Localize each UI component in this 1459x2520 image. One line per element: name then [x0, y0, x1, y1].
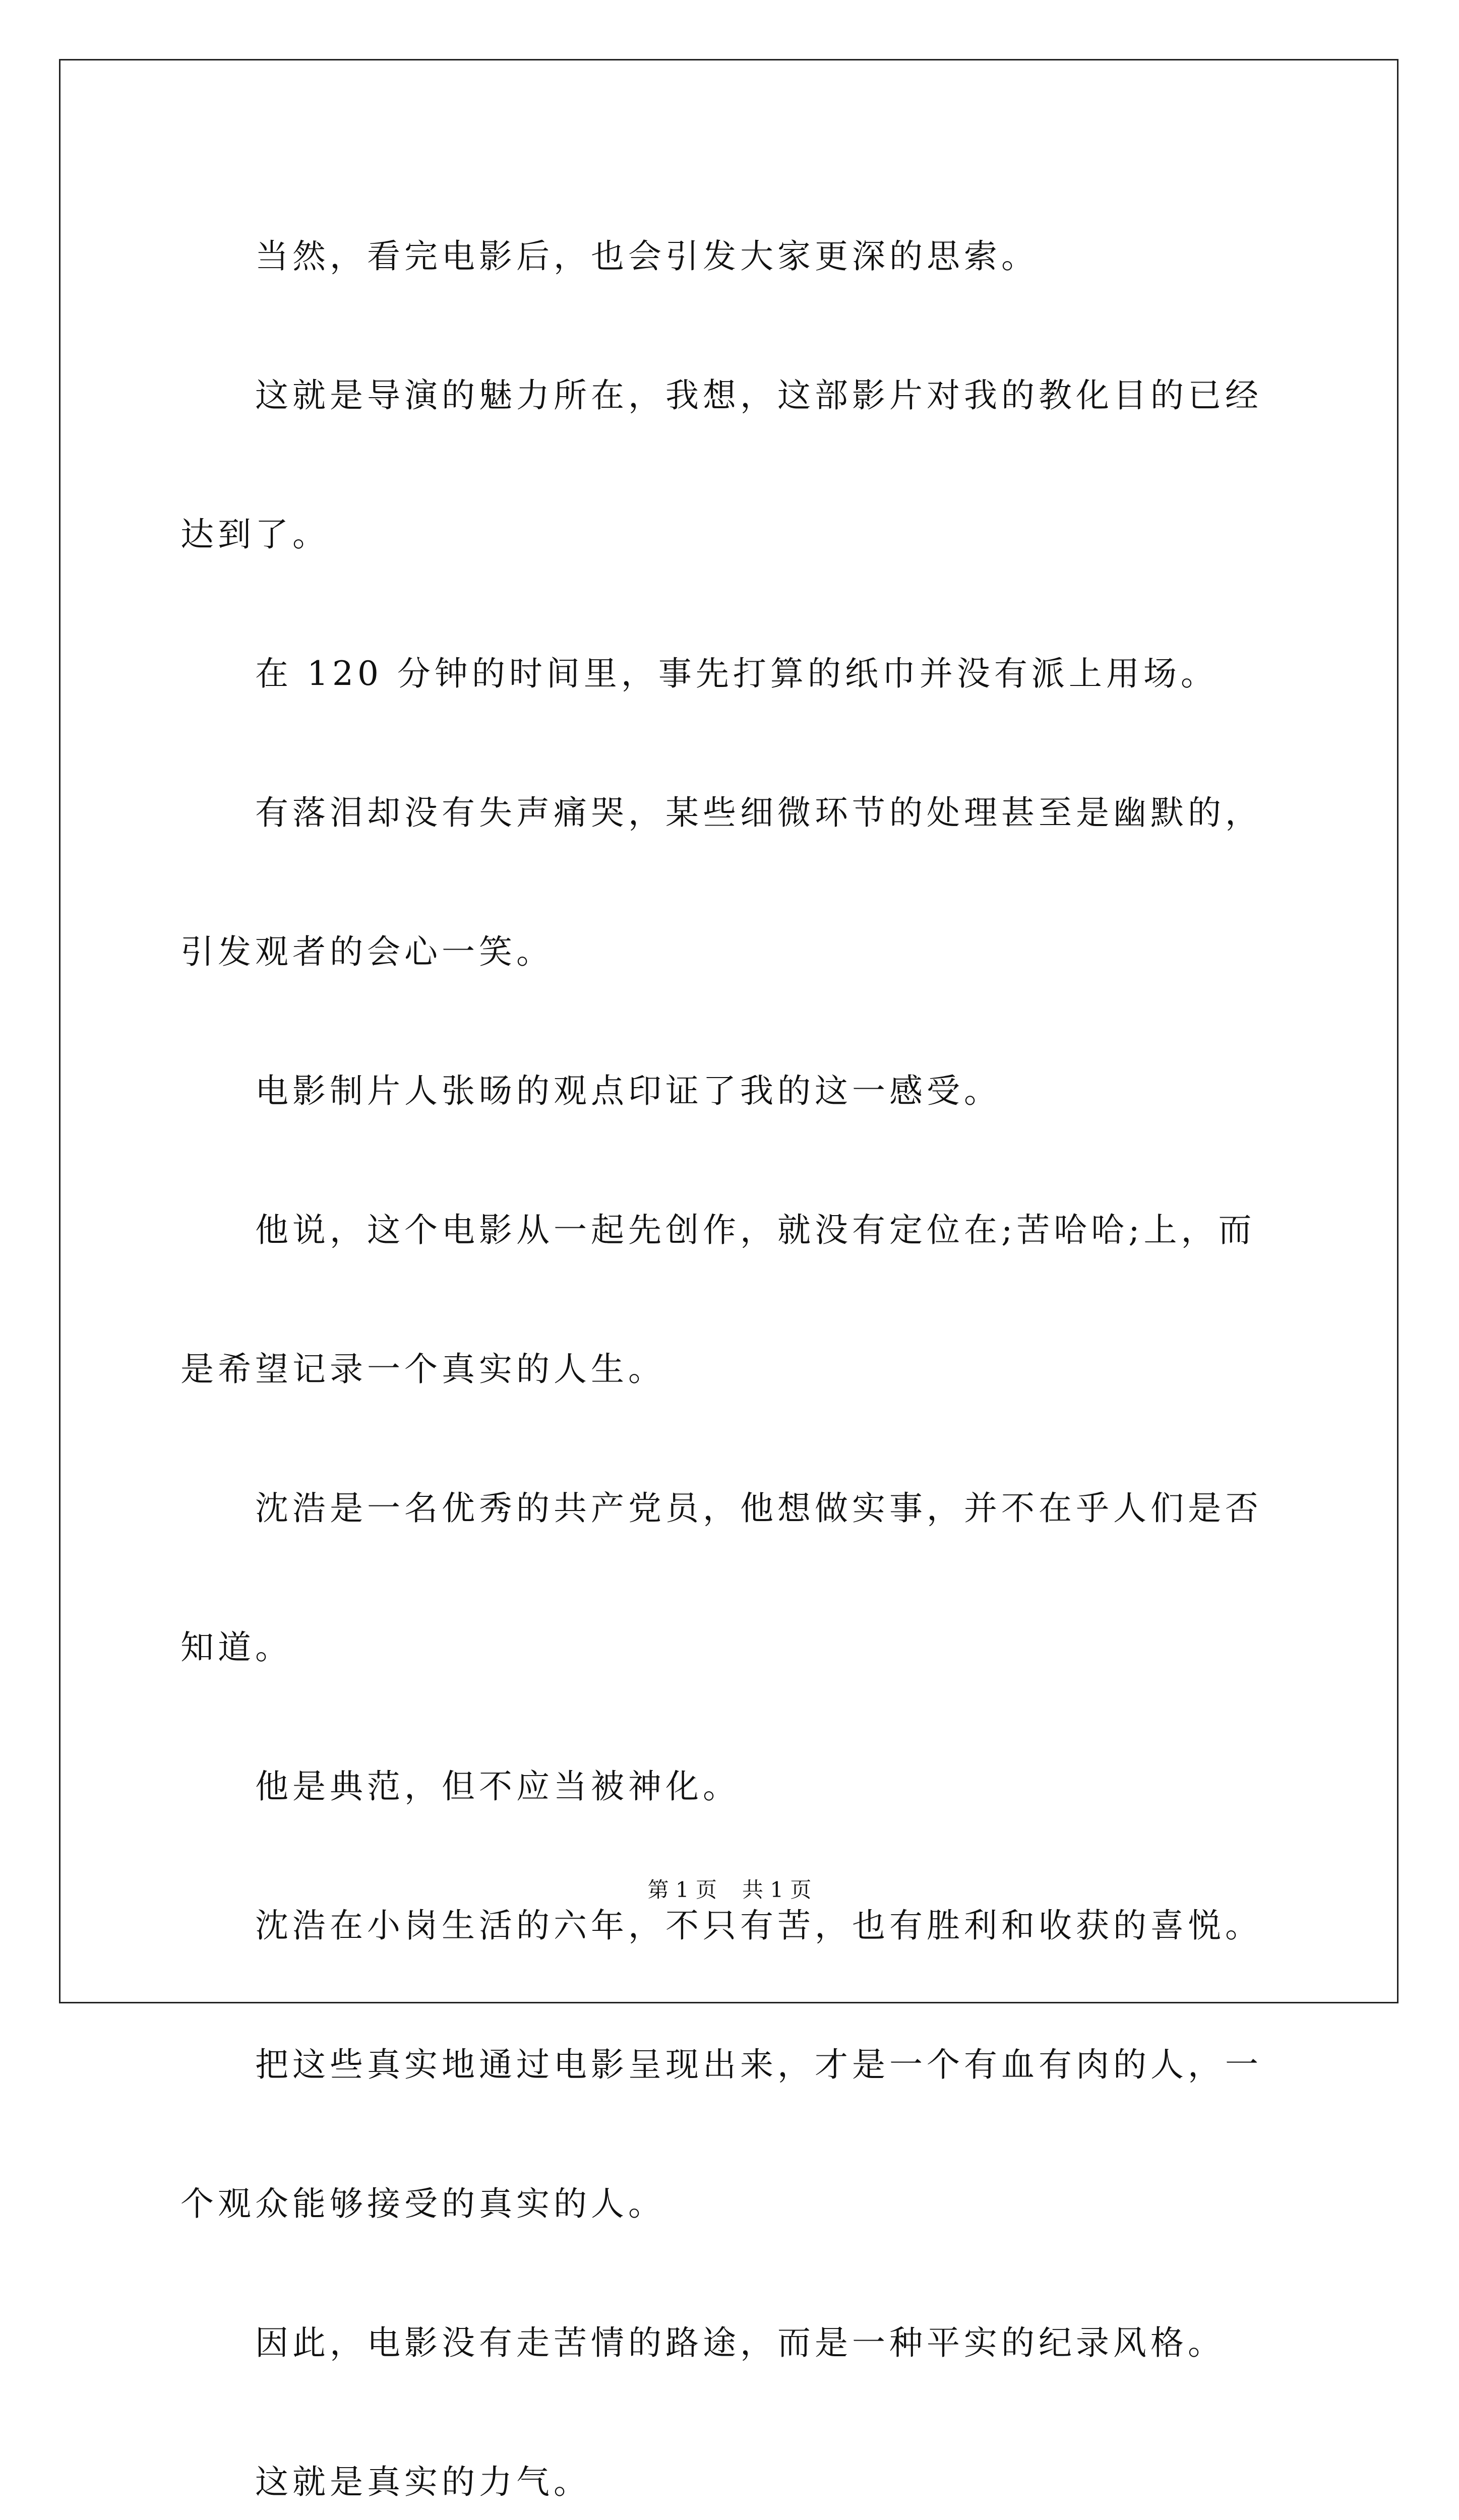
- page-number-total: 共 1 页: [742, 1877, 812, 1902]
- paragraph: 这就是真实的力气。: [255, 2463, 591, 2501]
- paragraph: 这就是导演的魅力所在，我想，这部影片对我的教化目的已经达到了。: [180, 376, 1262, 554]
- page-number-current: 第 1 页: [647, 1877, 717, 1902]
- paragraph: 在 120 分钟的时间里，事先打算的纸巾并没有派上用场。: [255, 654, 1218, 693]
- paragraph: 有落泪却没有失声痛哭，某些细微环节的处理甚至是幽默的，引发观者的会心一笑。: [180, 793, 1262, 971]
- document-body: [180, 187, 1280, 2520]
- page-footer: [0, 1875, 1459, 1905]
- paragraph: 沈浩是一名优秀的共产党员，他想做实事，并不在乎人们是否知道。: [180, 1489, 1262, 1667]
- paragraph: 沈浩在小岗生活的六年，不只有苦，也有胜利和收获的喜悦。: [255, 1906, 1262, 1945]
- paragraph: 当然，看完电影后，也会引发大家更深的思索。: [255, 237, 1039, 276]
- paragraph: 他说，这个电影从一起先创作，就没有定位在;苦哈哈;上，而是希望记录一个真实的人生。: [180, 1211, 1256, 1389]
- paragraph: 电影制片人张旸的观点印证了我的这一感受。: [255, 1072, 1001, 1110]
- paragraph: 把这些真实地通过电影呈现出来，才是一个有血有肉的人，一个观众能够接受的真实的人。: [180, 2045, 1262, 2223]
- paragraph: 因此，电影没有走苦情的路途，而是一种平实的纪录风格。: [255, 2323, 1225, 2362]
- paragraph: 他是典范，但不应当被神化。: [255, 1767, 740, 1806]
